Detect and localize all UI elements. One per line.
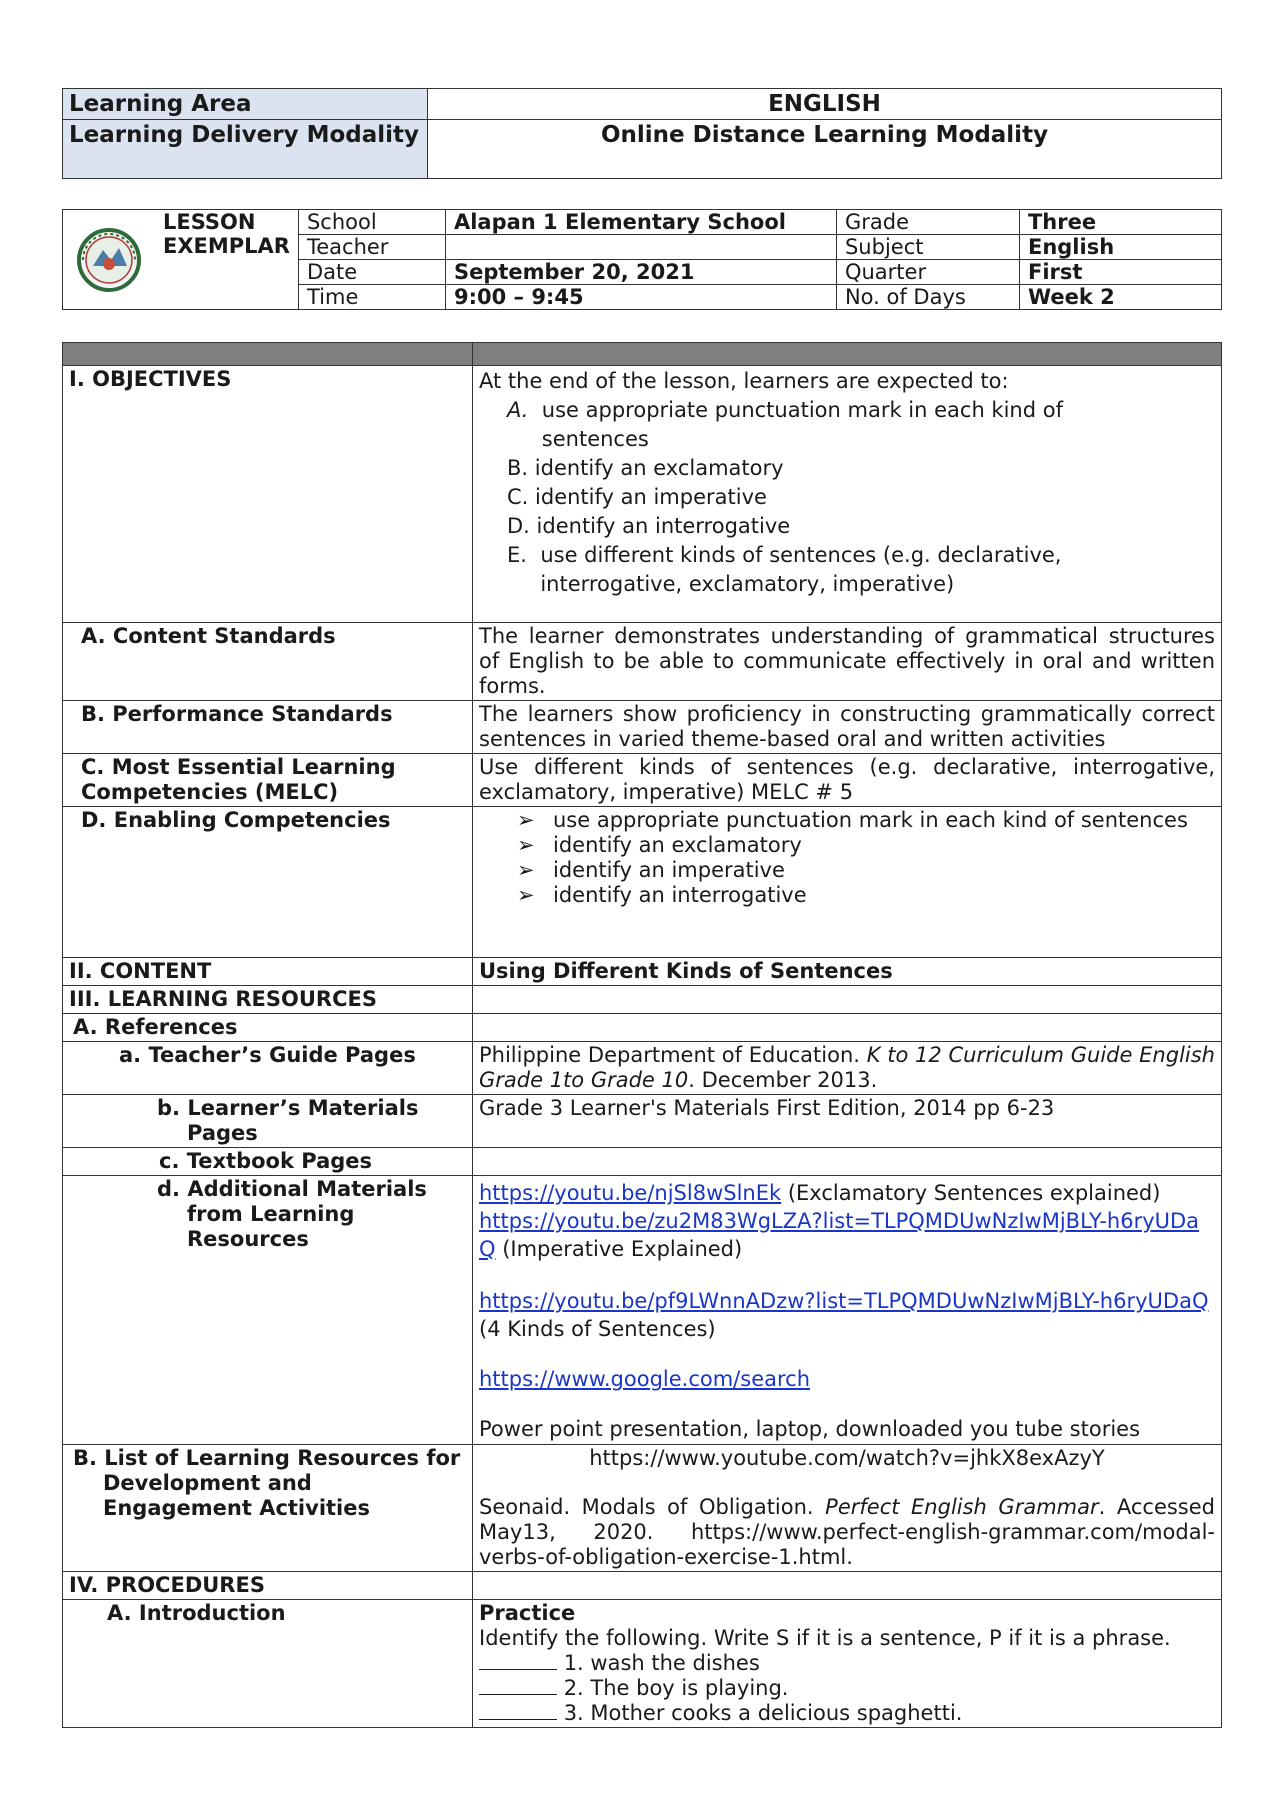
additional-materials-label: d. Additional Materials from Learning Resources [63, 1176, 473, 1445]
school-logo-cell [63, 210, 156, 310]
performance-standards-value: The learners show proficiency in constructing grammatically correct sentences in varied theme-based oral and written activities [473, 701, 1222, 754]
practice-item [479, 1651, 1215, 1676]
practice-item [479, 1701, 1215, 1726]
answer-blank[interactable] [479, 1676, 557, 1695]
days-label: No. of Days [836, 285, 1019, 310]
performance-standards-label: B. Performance Standards [63, 701, 473, 754]
citation-text-2: . Accessed May13, 2020. https://www.perfect-english-grammar.com/modal-verbs-of-obligation-exercise-1.html. [479, 1495, 1215, 1569]
days-value: Week 2 [1019, 285, 1221, 310]
quarter-value: First [1019, 260, 1221, 285]
content-standards-value: The learner demonstrates understanding of grammatical structures of English to be able to communicate effectively in oral and written forms. [473, 623, 1222, 701]
link-row [479, 1365, 1215, 1393]
date-value: September 20, 2021 [445, 260, 836, 285]
objective-text: use appropriate punctuation mark in each kind of sentences [541, 398, 1063, 451]
objective-item [479, 541, 1215, 599]
enabling-text: identify an imperative [553, 858, 785, 882]
google-search-link[interactable]: https://www.google.com/search [479, 1367, 811, 1391]
list-resources-cell [473, 1445, 1222, 1572]
learning-area-value: ENGLISH [428, 89, 1222, 120]
link-description: (Exclamatory Sentences explained) [781, 1181, 1161, 1205]
deped-seal-icon [69, 220, 149, 300]
enabling-text: identify an interrogative [553, 883, 807, 907]
youtube-url: https://www.youtube.com/watch?v=jhkX8exAzyY [589, 1446, 1105, 1470]
learning-area-label: Learning Area [63, 89, 428, 120]
objective-text: identify an interrogative [536, 514, 791, 538]
delivery-value: Online Distance Learning Modality [428, 120, 1222, 179]
kinds-of-sentences-video-link[interactable]: https://youtu.be/pf9LWnnADzw?list=TLPQMDUwNzIwMjBLY-h6ryUDaQ [479, 1289, 1209, 1313]
tg-text-1: Philippine Department of Education. [479, 1043, 860, 1067]
tb-value [473, 1148, 1222, 1176]
lm-value: Grade 3 Learner's Materials First Edition, 2014 pp 6-23 [473, 1095, 1222, 1148]
exclamatory-video-link[interactable]: https://youtu.be/njSl8wSlnEk [479, 1181, 782, 1205]
melc-label: C. Most Essential Learning Competencies (MELC) [63, 754, 473, 807]
objective-item [479, 454, 1215, 483]
enabling-text: identify an exclamatory [553, 833, 802, 857]
tg-text-2: . December 2013. [688, 1068, 878, 1092]
time-label: Time [298, 285, 445, 310]
objectives-cell [473, 366, 1222, 623]
objective-marker: C. [507, 485, 529, 509]
objectives-list [479, 396, 1215, 599]
tg-value [473, 1042, 1222, 1095]
arrow-bullet-icon: ➢ [517, 808, 535, 832]
school-label: School [298, 210, 445, 235]
tb-label: c. Textbook Pages [63, 1148, 473, 1176]
tg-label: a. Teacher’s Guide Pages [63, 1042, 473, 1095]
enabling-cell [473, 807, 1222, 958]
teacher-label: Teacher [298, 235, 445, 260]
link-description: (Imperative Explained) [495, 1237, 743, 1261]
enabling-list [479, 808, 1215, 908]
objective-text: use different kinds of sentences (e.g. declarative, interrogative, exclamatory, imperative) [540, 543, 1062, 596]
link-row [479, 1287, 1215, 1343]
arrow-bullet-icon: ➢ [517, 858, 535, 882]
objective-text: identify an exclamatory [534, 456, 784, 480]
learning-resources-label: III. LEARNING RESOURCES [63, 986, 473, 1014]
procedures-value [473, 1572, 1222, 1600]
citation [479, 1495, 1215, 1570]
objective-item [479, 483, 1215, 512]
objective-marker: B. [507, 456, 529, 480]
enabling-item [517, 833, 1215, 858]
arrow-bullet-icon: ➢ [517, 883, 535, 907]
enabling-label: D. Enabling Competencies [63, 807, 473, 958]
link-row [479, 1207, 1215, 1263]
lesson-body-table [62, 342, 1222, 1728]
imperative-video-link[interactable]: https://youtu.be/zu2M83WgLZA?list=TLPQMDUwNzIwMjBLY-h6ryUDaQ [479, 1209, 1200, 1261]
answer-blank[interactable] [479, 1651, 557, 1670]
enabling-item [517, 858, 1215, 883]
objectives-label: I. OBJECTIVES [63, 366, 473, 623]
header-bar-right [473, 343, 1222, 366]
citation-text-1: Seonaid. Modals of Obligation. [479, 1495, 814, 1519]
lesson-header-table [62, 209, 1222, 310]
practice-item-text: 3. Mother cooks a delicious spaghetti. [563, 1701, 963, 1725]
melc-value: Use different kinds of sentences (e.g. declarative, interrogative, exclamatory, imperative) MELC # 5 [473, 754, 1222, 807]
references-value [473, 1014, 1222, 1042]
lm-label: b. Learner’s Materials Pages [63, 1095, 473, 1148]
subject-value: English [1019, 235, 1221, 260]
practice-item [479, 1676, 1215, 1701]
references-label: A. References [63, 1014, 473, 1042]
learning-area-table [62, 88, 1222, 179]
materials-note: Power point presentation, laptop, downloaded you tube stories [479, 1417, 1141, 1441]
delivery-label: Learning Delivery Modality [63, 120, 428, 179]
practice-instruction: Identify the following. Write S if it is a sentence, P if it is a phrase. [479, 1626, 1171, 1650]
header-bar-left [63, 343, 473, 366]
quarter-label: Quarter [836, 260, 1019, 285]
grade-label: Grade [836, 210, 1019, 235]
objective-marker: D. [507, 514, 530, 538]
practice-title: Practice [479, 1601, 576, 1625]
objective-item [479, 512, 1215, 541]
content-standards-label: A. Content Standards [63, 623, 473, 701]
arrow-bullet-icon: ➢ [517, 833, 535, 857]
grade-value: Three [1019, 210, 1221, 235]
answer-blank[interactable] [479, 1701, 557, 1720]
list-resources-label: B. List of Learning Resources for Development and Engagement Activities [63, 1445, 473, 1572]
introduction-label: A. Introduction [63, 1600, 473, 1728]
content-label: II. CONTENT [63, 958, 473, 986]
link-row [479, 1179, 1215, 1207]
enabling-item [517, 808, 1215, 833]
lesson-exemplar-text: LESSON EXEMPLAR [163, 210, 290, 258]
link-description: (4 Kinds of Sentences) [479, 1317, 716, 1341]
subject-label: Subject [836, 235, 1019, 260]
practice-item-text: 2. The boy is playing. [563, 1676, 789, 1700]
objectives-intro: At the end of the lesson, learners are expected to: [479, 369, 1009, 393]
practice-item-text: 1. wash the dishes [563, 1651, 760, 1675]
content-value: Using Different Kinds of Sentences [473, 958, 1222, 986]
lesson-exemplar-label [155, 210, 298, 310]
additional-materials-cell [473, 1176, 1222, 1445]
objective-text: identify an imperative [535, 485, 767, 509]
teacher-value [445, 235, 836, 260]
procedures-label: IV. PROCEDURES [63, 1572, 473, 1600]
school-value: Alapan 1 Elementary School [445, 210, 836, 235]
date-label: Date [298, 260, 445, 285]
objective-marker: E. [507, 543, 527, 567]
objective-item [479, 396, 1215, 454]
time-value: 9:00 – 9:45 [445, 285, 836, 310]
enabling-item [517, 883, 1215, 908]
enabling-text: use appropriate punctuation mark in each kind of sentences [553, 808, 1188, 832]
citation-italic: Perfect English Grammar [825, 1495, 1099, 1519]
tg-text-italic: K to 12 Curriculum Guide English Grade 1to Grade 10 [479, 1043, 1215, 1092]
objective-marker: A. [507, 398, 529, 422]
introduction-cell [473, 1600, 1222, 1728]
learning-resources-value [473, 986, 1222, 1014]
